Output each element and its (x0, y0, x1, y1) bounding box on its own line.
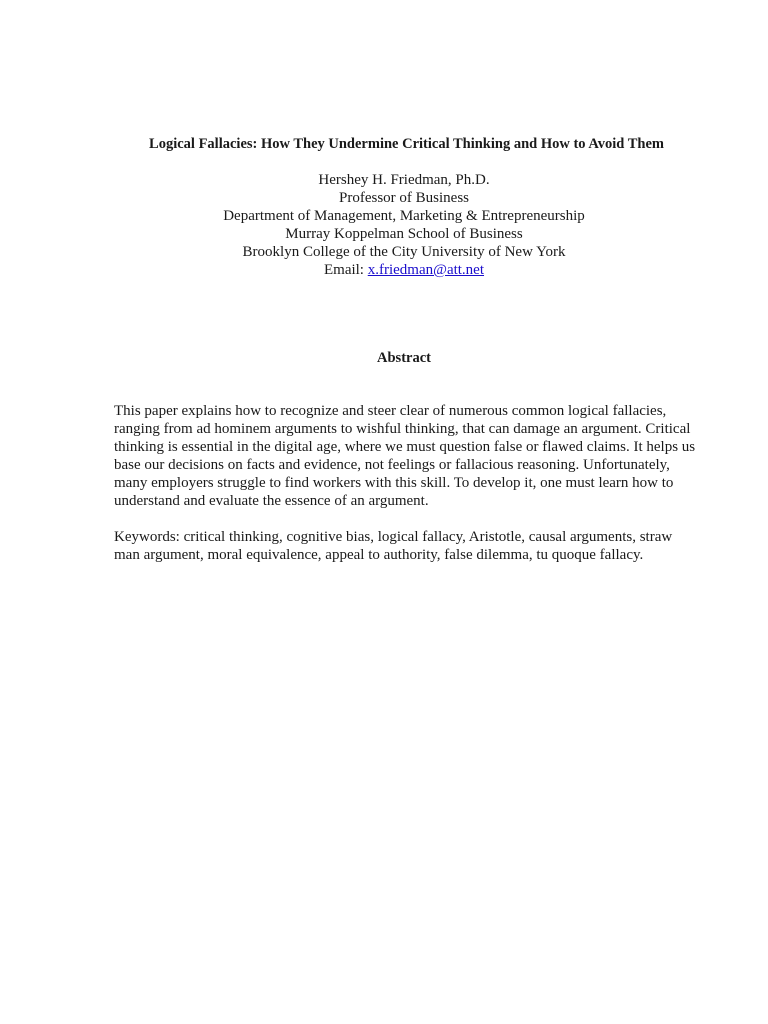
abstract-line: base our decisions on facts and evidence, not feelings or fallacious reasoning. Unfortunately, (114, 457, 670, 473)
abstract-line: many employers struggle to find workers with this skill. To develop it, one must learn how to (114, 475, 674, 491)
abstract-line: thinking is essential in the digital age, where we must question false or flawed claims. It helps us (114, 439, 696, 455)
author-name: Hershey H. Friedman, Ph.D. (318, 172, 490, 188)
keywords (114, 528, 710, 564)
abstract-body (114, 402, 710, 510)
abstract-line: ranging from ad hominem arguments to wishful thinking, that can damage an argument. Critical (114, 421, 691, 437)
abstract-line: This paper explains how to recognize and steer clear of numerous common logical fallacies, (114, 403, 667, 419)
author-institution: Brooklyn College of the City University of New York (242, 244, 566, 260)
keywords-line: Keywords: critical thinking, cognitive bias, logical fallacy, Aristotle, causal arguments, straw (114, 529, 673, 545)
keywords-line: man argument, moral equivalence, appeal to authority, false dilemma, tu quoque fallacy. (114, 547, 644, 563)
author-school: Murray Koppelman School of Business (285, 226, 523, 242)
email-link[interactable]: x.friedman@att.net (367, 262, 485, 278)
abstract-line: understand and evaluate the essence of an argument. (114, 493, 429, 509)
author-department: Department of Management, Marketing & Entrepreneurship (223, 208, 585, 224)
author-block (0, 171, 768, 279)
email-label: Email: (323, 262, 368, 278)
author-email-line (0, 261, 768, 279)
abstract-heading: Abstract (377, 350, 431, 366)
author-position: Professor of Business (339, 190, 469, 206)
paper-title: Logical Fallacies: How They Undermine Critical Thinking and How to Avoid Them (149, 136, 664, 152)
